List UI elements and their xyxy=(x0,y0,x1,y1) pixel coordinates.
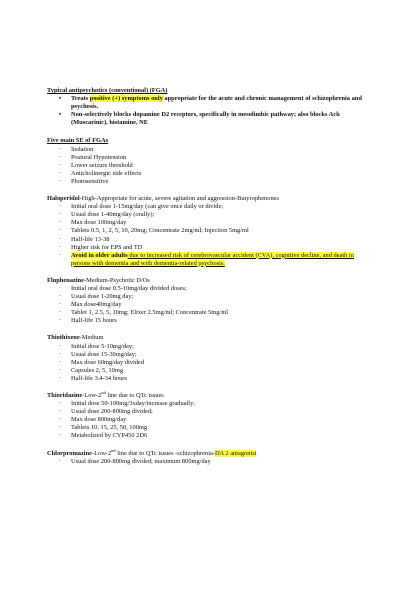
list-item: - Sedation xyxy=(59,146,367,154)
list-item: - Tablet 1, 2.5, 5, 10mg; Elixer 2.5mg/ml; Concentrate 5mg/ml xyxy=(59,309,367,317)
fluphenazine-heading xyxy=(47,277,367,285)
fluphenazine-list xyxy=(59,285,367,325)
list-item: - Max dose40mg/day xyxy=(59,301,367,309)
drug-desc: -Medium xyxy=(79,334,104,342)
drug-desc-post: line due to QTc issues -schizophrenia- xyxy=(115,449,215,457)
list-item: - Half-life 3.4-34 hours xyxy=(59,375,367,383)
list-item: - Max dose 800mg/day xyxy=(59,416,367,424)
five-se-title: Five main SE of FGAs xyxy=(47,137,109,145)
list-item: - Usual dose 200-800mg divided; xyxy=(59,408,367,416)
list-item: - Tablets 0.5, 1, 2, 5, 10, 20mg; Concentrate 2mg/ml; Injection 5mg/ml xyxy=(59,227,367,235)
document-content xyxy=(47,87,367,466)
older-adults-warning xyxy=(59,252,367,268)
list-item: - Higher risk for EPS and TD xyxy=(59,244,367,252)
list-item: - Postural Hypotension xyxy=(59,154,367,162)
drug-desc-sup: nd xyxy=(111,447,116,453)
list-item: - Half-life 13-38 xyxy=(59,236,367,244)
list-item: - Usual dose 1-40mg/day (orally); xyxy=(59,211,367,219)
thiothixene-list xyxy=(59,343,367,383)
list-item: - Max dose 60mg/day divided xyxy=(59,359,367,367)
chlorpromazine-list xyxy=(59,458,367,466)
positive-symptoms-highlight: positive (+) symptoms only xyxy=(89,95,163,103)
list-item: - Initial dose 50-100mg/3xday/increase gradually; xyxy=(59,400,367,408)
drug-desc-sup: nd xyxy=(101,389,106,395)
typical-bullets xyxy=(59,95,367,127)
thioridazine-heading xyxy=(47,389,367,400)
drug-name: Thioridazine xyxy=(47,392,83,399)
typical-title: Typical antipsychotics (conventional) (FGA) xyxy=(47,87,168,94)
list-item: - Half-life 15 hours xyxy=(59,317,367,325)
list-item: - Max dose 100mg/day xyxy=(59,219,367,227)
drug-desc-pre: -Low-2 xyxy=(91,449,112,457)
thiothixene-heading xyxy=(47,334,367,342)
drug-name: Fluphenazine xyxy=(47,276,84,284)
list-item: - Photosensitive xyxy=(59,178,367,186)
list-item: - Anticholinergic side effects xyxy=(59,170,367,178)
thioridazine-list xyxy=(59,400,367,440)
haloperidol-list xyxy=(59,203,367,268)
list-item: - Initial dose 5-10mg/day; xyxy=(59,343,367,351)
warning-bold: Avoid in older adults xyxy=(71,251,128,259)
list-item: - Capsules 2, 5, 10mg xyxy=(59,367,367,375)
list-item: - Initial oral dose 0.5-10mg/day divided doses; xyxy=(59,285,367,293)
drug-name: Haloperidol xyxy=(47,195,80,203)
drug-name: Thiothixene xyxy=(47,334,80,342)
typical-bullet-1 xyxy=(59,95,367,111)
drug-desc-post: line due to QTc issues xyxy=(105,392,164,399)
typical-b1-pre: Treats xyxy=(71,95,90,103)
warning-rest: due to increased risk of cerebrovascular accident (CVA), cognitive decline, and death in persons with dementia and with dementia-related psychosis. xyxy=(71,251,354,267)
typical-bullet-2: • Non-selectively blocks dopamine D2 receptors, specifically in mesolimbic pathway; also blocks Ach (Muscarinic), histamine, NE xyxy=(59,111,367,127)
list-item: - Metabolized by CYP450 2D6 xyxy=(59,432,367,440)
drug-desc: -Medium-Psychotic D/Os xyxy=(83,276,150,284)
haloperidol-heading xyxy=(47,195,367,203)
drug-name: Chlorpromazine xyxy=(47,449,92,457)
list-item: - Initial oral dose 1-15mg/day (can give once daily or divide; xyxy=(59,203,367,211)
drug-desc-pre: -Low-2 xyxy=(82,392,102,399)
list-item: - Lower seizure threshold xyxy=(59,162,367,170)
five-se-list xyxy=(59,146,367,186)
list-item: - Usual dose 1-20mg day; xyxy=(59,293,367,301)
typical-b1-post: appropriate for the acute and chronic management of schizophrenia and psychosis. xyxy=(71,95,362,111)
drug-desc: -High-Appropriate for acute, severe agitation and aggression-Butyrophenones xyxy=(79,195,279,203)
list-item: - Usual dose 15-30mg/day; xyxy=(59,351,367,359)
chlorpromazine-heading xyxy=(47,447,367,458)
list-item: - Tablets 10, 15, 25, 50, 100mg xyxy=(59,424,367,432)
da2-antagonist-highlight: DA 2 antagonist xyxy=(214,449,257,457)
list-item: - Usual dose 200-800mg divided; maximum 800mg/day xyxy=(59,458,367,466)
